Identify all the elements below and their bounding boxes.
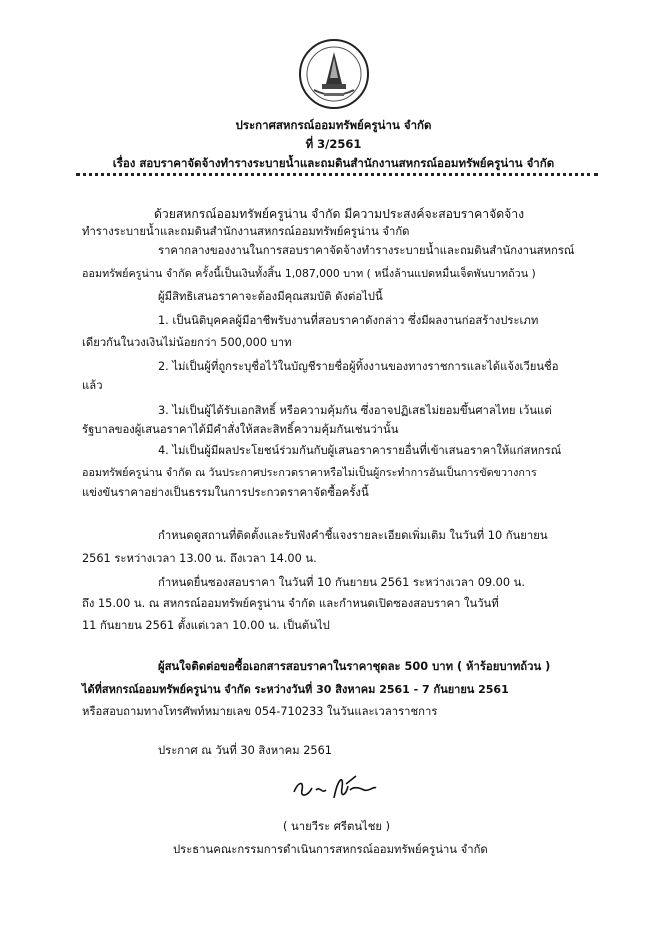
qualification-1-line2: เดียวกันในวงเงินไม่น้อยกว่า 500,000 บาท — [82, 336, 292, 349]
purchase-docs-line1: ผู้สนใจติดต่อขอซื้อเอกสารสอบราคาในราคาชุดละ 500 บาท ( ห้าร้อยบาทถ้วน ) — [158, 660, 551, 673]
purchase-docs-line3: หรือสอบถามทางโทรศัพท์หมายเลข 054-710233 ในวันและเวลาราชการ — [82, 705, 438, 718]
qualification-3-line2: รัฐบาลของผู้เสนอราคาได้มีคำสั่งให้สละสิทธิ์ความคุ้มกันเช่นว่านั้น — [82, 423, 399, 436]
qualification-4-line3: แข่งขันราคาอย่างเป็นธรรมในการประกวดราคาจัดซื้อครั้งนี้ — [82, 486, 369, 499]
qualification-4-line1: 4. ไม่เป็นผู้มีผลประโยชน์ร่วมกันกับผู้เสนอราคารายอื่นที่เข้าเสนอราคาให้แก่สหกรณ์ — [158, 444, 562, 457]
qualification-4-line2: ออมทรัพย์ครูน่าน จำกัด ณ วันประกาศประกวดราคาหรือไม่เป็นผู้กระทำการอันเป็นการขัดขวางการ — [82, 466, 537, 479]
para1-line1: ด้วยสหกรณ์ออมทรัพย์ครูน่าน จำกัด มีความประสงค์จะสอบราคาจัดจ้าง — [154, 207, 525, 221]
org-title: ประกาศสหกรณ์ออมทรัพย์ครูน่าน จำกัด — [235, 118, 432, 132]
purchase-docs-line2: ได้ที่สหกรณ์ออมทรัพย์ครูน่าน จำกัด ระหว่างวันที่ 30 สิงหาคม 2561 - 7 กันยายน 2561 — [82, 683, 509, 696]
subject-line: เรื่อง สอบราคาจัดจ้างทำรางระบายน้ำและถมดินสำนักงานสหกรณ์ออมทรัพย์ครูน่าน จำกัด — [112, 156, 555, 170]
handwritten-signature — [290, 768, 380, 808]
site-visit-line1: กำหนดดูสถานที่ติดตั้งและรับฟังคำชี้แจงรายละเอียดเพิ่มเติม ในวันที่ 10 กันยายน — [158, 529, 548, 542]
site-visit-line2: 2561 ระหว่างเวลา 13.00 น. ถึงเวลา 14.00 น. — [82, 552, 317, 565]
qualification-1-line1: 1. เป็นนิติบุคคลผู้มีอาชีพรับงานที่สอบราคาดังกล่าว ซึ่งมีผลงานก่อสร้างประเภท — [158, 314, 539, 327]
qualification-2-line2: แล้ว — [82, 379, 103, 392]
para2-line2: ออมทรัพย์ครูน่าน จำกัด ครั้งนี้เป็นเงินทั้งสิ้น 1,087,000 บาท ( หนึ่งล้านแปดหมื่นเจ็ดพันบาทถ้วน ) — [82, 267, 536, 280]
cooperative-seal-logo — [298, 38, 370, 110]
submission-line2: ถึง 15.00 น. ณ สหกรณ์ออมทรัพย์ครูน่าน จำกัด และกำหนดเปิดซองสอบราคา ในวันที่ — [82, 597, 499, 610]
para2-line1: ราคากลางของงานในการสอบราคาจัดจ้างทำรางระบายน้ำและถมดินสำนักงานสหกรณ์ — [158, 244, 575, 257]
announcement-date: ประกาศ ณ วันที่ 30 สิงหาคม 2561 — [158, 744, 332, 757]
announcement-number: ที่ 3/2561 — [305, 137, 362, 151]
qualifications-intro: ผู้มีสิทธิเสนอราคาจะต้องมีคุณสมบัติ ดังต่อไปนี้ — [158, 290, 383, 303]
signatory-name: ( นายวีระ ศรีตนไชย ) — [283, 820, 391, 833]
signatory-position: ประธานคณะกรรมการดำเนินการสหกรณ์ออมทรัพย์ครูน่าน จำกัด — [173, 843, 488, 856]
divider-dotted — [76, 173, 598, 176]
para1-line2: ทำรางระบายน้ำและถมดินสำนักงานสหกรณ์ออมทรัพย์ครูน่าน จำกัด — [82, 225, 410, 238]
submission-line1: กำหนดยื่นซองสอบราคา ในวันที่ 10 กันยายน 2561 ระหว่างเวลา 09.00 น. — [158, 576, 525, 589]
qualification-3-line1: 3. ไม่เป็นผู้ได้รับเอกสิทธิ์ หรือความคุ้มกัน ซึ่งอาจปฏิเสธไม่ยอมขึ้นศาลไทย เว้นแต่ — [158, 404, 552, 417]
qualification-2-line1: 2. ไม่เป็นผู้ที่ถูกระบุชื่อไว้ในบัญชีรายชื่อผู้ทิ้งงานของทางราชการและได้แจ้งเวียนชื่อ — [158, 360, 559, 373]
submission-line3: 11 กันยายน 2561 ตั้งแต่เวลา 10.00 น. เป็นต้นไป — [82, 619, 330, 632]
